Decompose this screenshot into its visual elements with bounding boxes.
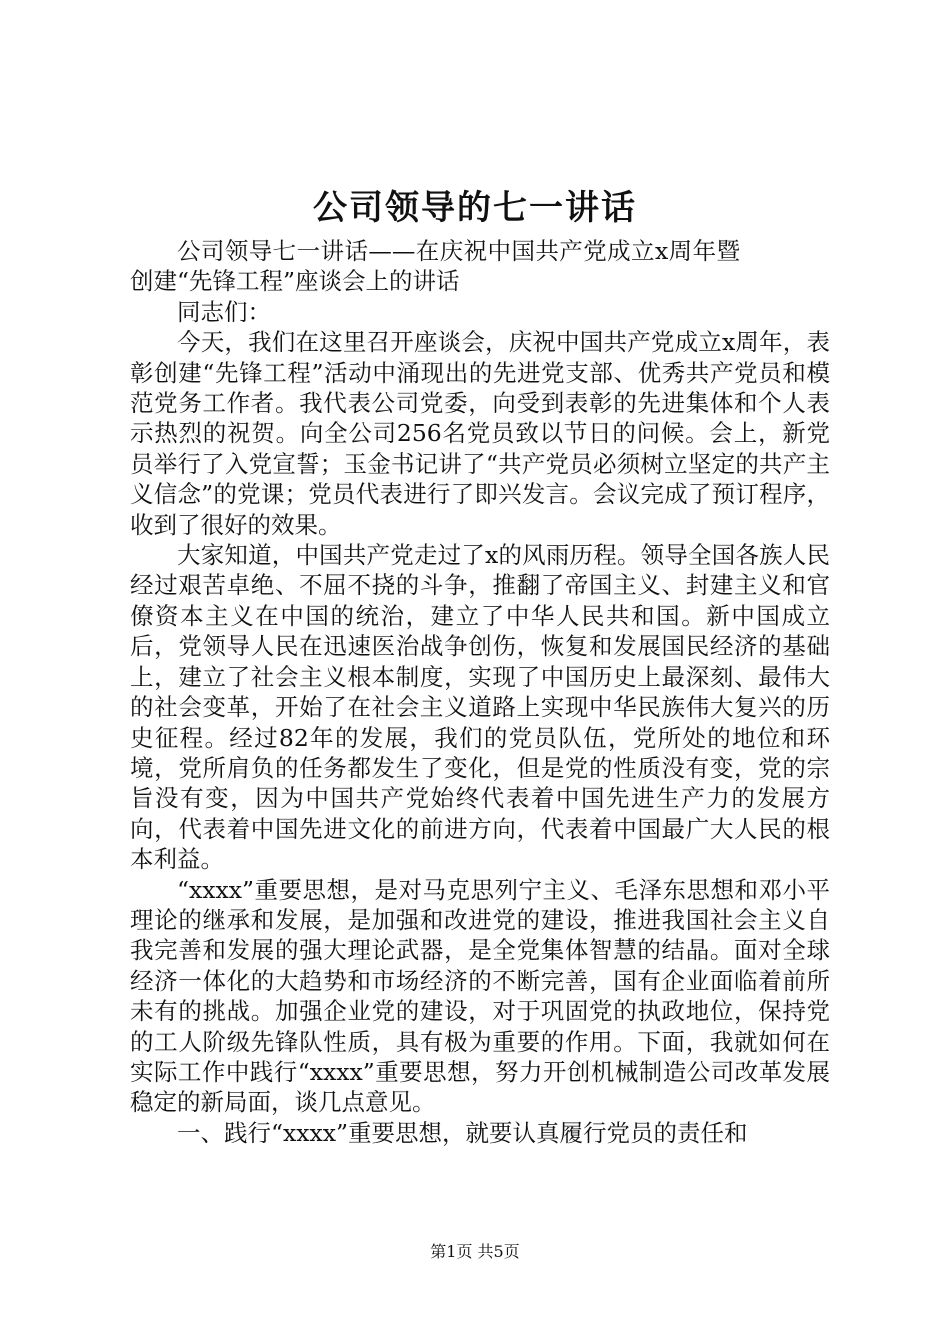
salutation-paragraph: 同志们： bbox=[177, 297, 271, 326]
body-paragraph: “xxxx”重要思想，是对马克思列宁主义、毛泽东思想和邓小平理论的继承和发展，是加强和改进党的建设，推进我国社会主义自我完善和发展的强大理论武器，是全党集体智慧的结晶。面对全球经济一体化的大趋势和市场经济的不断完善，国有企业面临着前所未有的挑战。加强企业党的建设，对于巩固党的执政地位，保持党的工人阶级先锋队性质，具有极为重要的作用。下面，我就如何在实际工作中践行“xxxx”重要思想，努力开创机械制造公司改革发展稳定的新局面，谈几点意见。 bbox=[130, 875, 830, 1117]
document-body bbox=[130, 236, 830, 1148]
subtitle-paragraph: 公司领导七一讲话——在庆祝中国共产党成立x周年暨创建“先锋工程”座谈会上的讲话 bbox=[130, 237, 740, 296]
body-paragraph: 今天，我们在这里召开座谈会，庆祝中国共产党成立x周年，表彰创建“先锋工程”活动中涌现出的先进党支部、优秀共产党员和模范党务工作者。我代表公司党委，向受到表彰的先进集体和个人表示热烈的祝贺。向全公司256名党员致以节日的问候。会上，新党员举行了入党宣誓；玉金书记讲了“共产党员必须树立坚定的共产主义信念”的党课；党员代表进行了即兴发言。会议完成了预订程序，收到了很好的效果。 bbox=[130, 328, 830, 539]
page-number-footer: 第1页 共5页 bbox=[430, 1242, 520, 1261]
body-paragraph: 一、践行“xxxx”重要思想，就要认真履行党员的责任和 bbox=[177, 1118, 748, 1147]
body-paragraph: 大家知道，中国共产党走过了x的风雨历程。领导全国各族人民经过艰苦卓绝、不屈不挠的斗争，推翻了帝国主义、封建主义和官僚资本主义在中国的统治，建立了中华人民共和国。新中国成立后，党领导人民在迅速医治战争创伤，恢复和发展国民经济的基础上，建立了社会主义根本制度，实现了中国历史上最深刻、最伟大的社会变革，开始了在社会主义道路上实现中华民族伟大复兴的历史征程。经过82年的发展，我们的党员队伍，党所处的地位和环境，党所肩负的任务都发生了变化，但是党的性质没有变，党的宗旨没有变，因为中国共产党始终代表着中国先进生产力的发展方向，代表着中国先进文化的前进方向，代表着中国最广大人民的根本利益。 bbox=[130, 541, 830, 874]
document-title: 公司领导的七一讲话 bbox=[313, 188, 637, 228]
